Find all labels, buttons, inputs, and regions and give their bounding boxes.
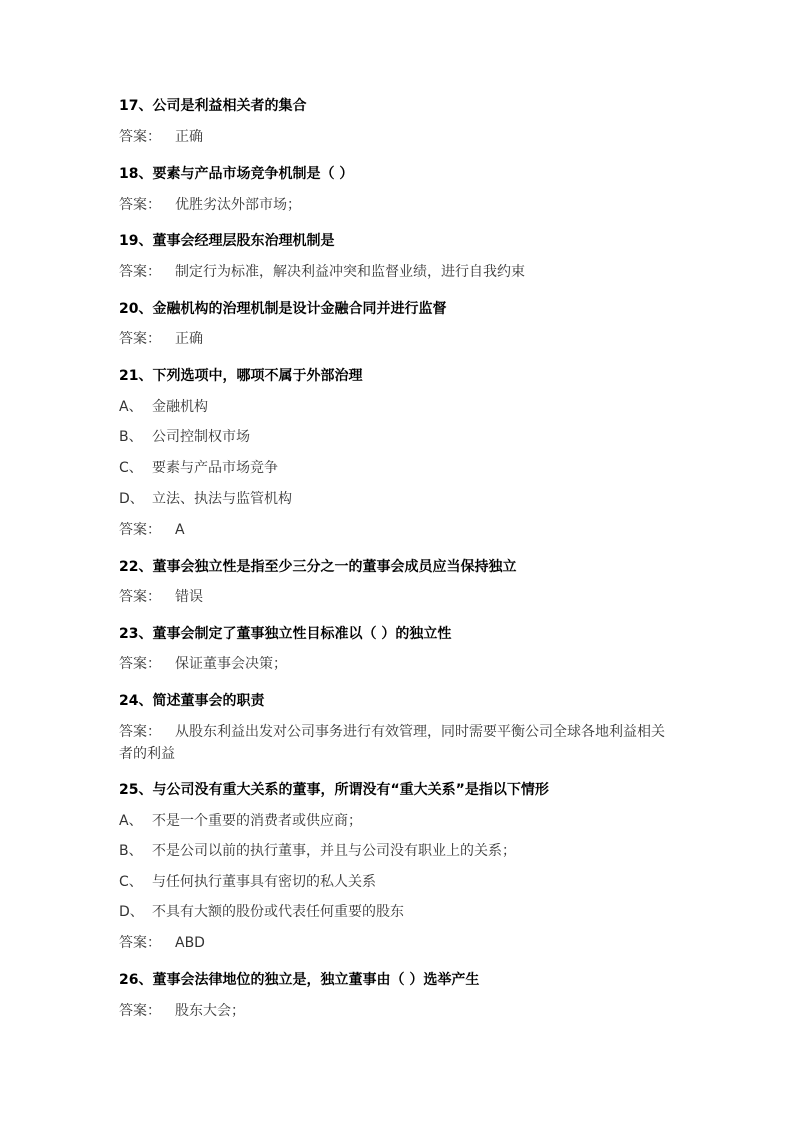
option-b bbox=[119, 840, 683, 862]
question-18: 18、要素与产品市场竞争机制是（ ） bbox=[119, 166, 354, 182]
answer-label: 答案： bbox=[119, 589, 161, 605]
question-24: 24、简述董事会的职责 bbox=[119, 693, 265, 709]
answer-25 bbox=[119, 932, 683, 954]
answer-text: 优胜劣汰外部市场； bbox=[175, 197, 301, 213]
option-b bbox=[119, 426, 683, 448]
option-d bbox=[119, 488, 683, 510]
option-text: 立法、执法与监管机构 bbox=[152, 491, 292, 507]
answer-text: 保证董事会决策； bbox=[175, 656, 287, 672]
option-text: 不是公司以前的执行董事，并且与公司没有职业上的关系； bbox=[152, 843, 516, 859]
question-23: 23、董事会制定了董事独立性目标准以（ ）的独立性 bbox=[119, 626, 452, 642]
option-d bbox=[119, 901, 683, 923]
option-letter: B、 bbox=[119, 843, 143, 859]
answer-24 bbox=[119, 721, 675, 765]
question-25: 25、与公司没有重大关系的董事，所谓没有“重大关系”是指以下情形 bbox=[119, 782, 549, 798]
answer-label: 答案： bbox=[119, 264, 161, 280]
answer-text: 正确 bbox=[175, 331, 203, 347]
option-text: 要素与产品市场竞争 bbox=[152, 460, 278, 476]
question-19: 19、董事会经理层股东治理机制是 bbox=[119, 233, 335, 249]
option-letter: B、 bbox=[119, 429, 143, 445]
answer-17 bbox=[119, 126, 683, 148]
answer-label: 答案： bbox=[119, 656, 161, 672]
option-a bbox=[119, 396, 683, 418]
question-21: 21、下列选项中，哪项不属于外部治理 bbox=[119, 368, 363, 384]
option-letter: D、 bbox=[119, 491, 144, 507]
question-26: 26、董事会法律地位的独立是，独立董事由（ ）选举产生 bbox=[119, 972, 480, 988]
question-22: 22、董事会独立性是指至少三分之一的董事会成员应当保持独立 bbox=[119, 559, 517, 575]
option-text: 不是一个重要的消费者或供应商； bbox=[152, 813, 362, 829]
answer-label: 答案： bbox=[119, 1003, 161, 1019]
answer-label: 答案： bbox=[119, 522, 161, 538]
option-text: 与任何执行董事具有密切的私人关系 bbox=[152, 874, 376, 890]
option-text: 不具有大额的股份或代表任何重要的股东 bbox=[152, 904, 404, 920]
option-text: 公司控制权市场 bbox=[152, 429, 250, 445]
answer-text: 制定行为标准，解决利益冲突和监督业绩，进行自我约束 bbox=[175, 264, 525, 280]
answer-text: A bbox=[175, 522, 185, 538]
answer-21 bbox=[119, 519, 683, 541]
option-text: 金融机构 bbox=[152, 399, 208, 415]
option-letter: C、 bbox=[119, 874, 143, 890]
answer-23 bbox=[119, 653, 683, 675]
answer-label: 答案： bbox=[119, 935, 161, 951]
answer-text: 股东大会； bbox=[175, 1003, 245, 1019]
answer-20 bbox=[119, 328, 683, 350]
question-17: 17、公司是利益相关者的集合 bbox=[119, 98, 307, 114]
answer-text: 正确 bbox=[175, 129, 203, 145]
option-c bbox=[119, 457, 683, 479]
option-letter: A、 bbox=[119, 399, 143, 415]
answer-label: 答案： bbox=[119, 331, 161, 347]
answer-label: 答案： bbox=[119, 197, 161, 213]
answer-text: 从股东利益出发对公司事务进行有效管理，同时需要平衡公司全球各地利益相关者的利益 bbox=[119, 724, 665, 762]
answer-18 bbox=[119, 194, 683, 216]
answer-22 bbox=[119, 586, 683, 608]
option-a bbox=[119, 810, 683, 832]
question-20: 20、金融机构的治理机制是设计金融合同并进行监督 bbox=[119, 301, 447, 317]
option-c bbox=[119, 871, 683, 893]
answer-text: ABD bbox=[175, 935, 205, 951]
answer-text: 错误 bbox=[175, 589, 203, 605]
answer-label: 答案： bbox=[119, 724, 161, 740]
answer-label: 答案： bbox=[119, 129, 161, 145]
answer-26 bbox=[119, 1000, 683, 1022]
answer-19 bbox=[119, 261, 683, 283]
option-letter: D、 bbox=[119, 904, 144, 920]
option-letter: C、 bbox=[119, 460, 143, 476]
option-letter: A、 bbox=[119, 813, 143, 829]
